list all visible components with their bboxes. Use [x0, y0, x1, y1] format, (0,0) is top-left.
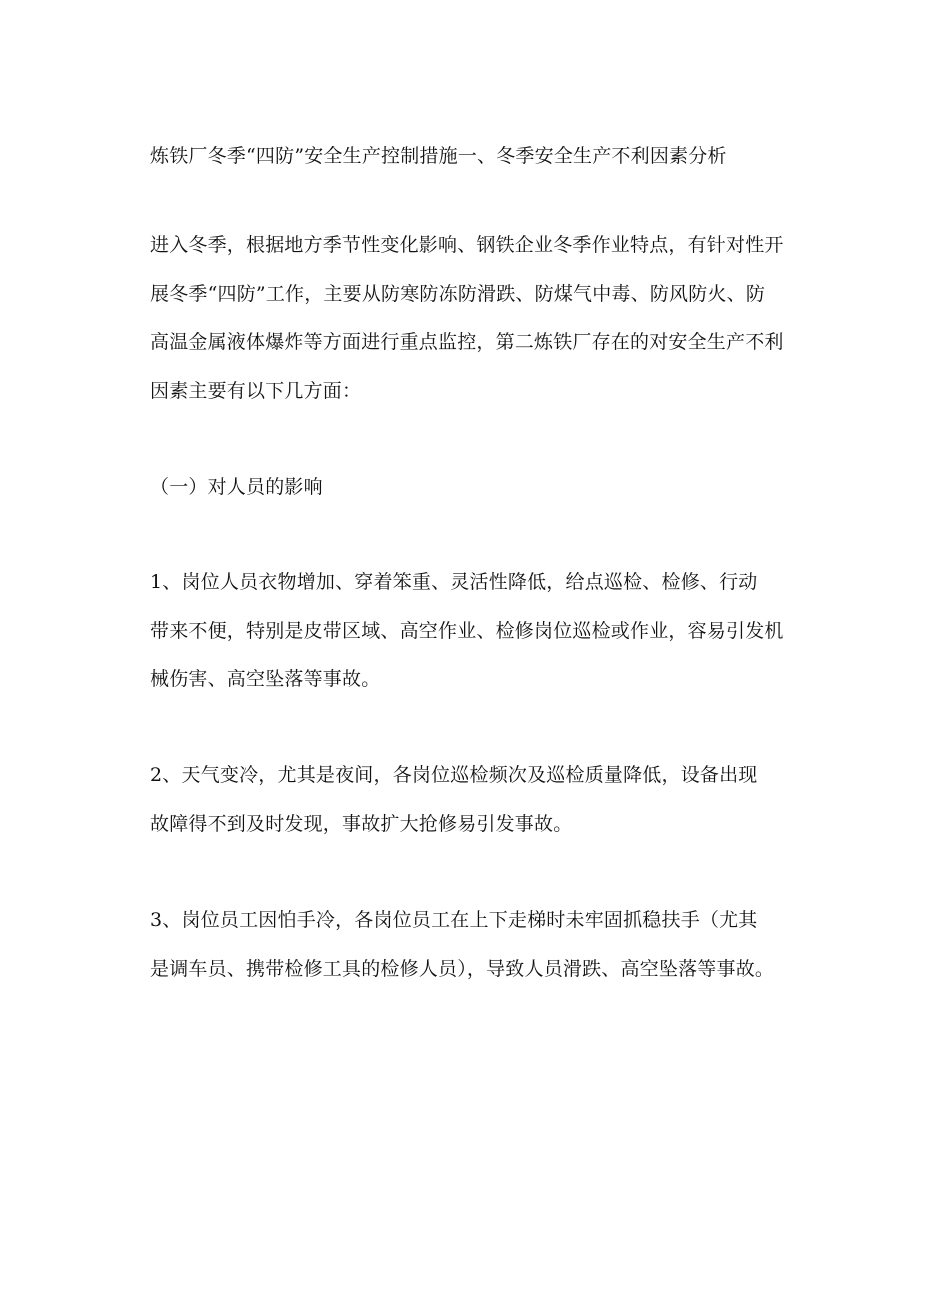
item-1-line-1: 1、岗位人员衣物增加、穿着笨重、灵活性降低，给点巡检、检修、行动	[150, 571, 758, 593]
item-1-line-2: 带来不便，特别是皮带区域、高空作业、检修岗位巡检或作业，容易引发机	[150, 620, 784, 642]
section-heading: （一）对人员的影响	[150, 476, 323, 498]
item-2-line-1: 2、天气变冷，尤其是夜间，各岗位巡检频次及巡检质量降低，设备出现	[150, 764, 758, 786]
intro-line-1: 进入冬季，根据地方季节性变化影响、钢铁企业冬季作业特点，有针对性开	[150, 234, 784, 256]
item-2-line-2: 故障得不到及时发现，事故扩大抢修易引发事故。	[150, 813, 573, 835]
intro-line-4: 因素主要有以下几方面：	[150, 380, 362, 402]
item-1-line-3: 械伤害、高空坠落等事故。	[150, 668, 381, 690]
intro-line-2: 展冬季“四防”工作，主要从防寒防冻防滑跌、防煤气中毒、防风防火、防	[150, 283, 766, 305]
intro-line-3: 高温金属液体爆炸等方面进行重点监控，第二炼铁厂存在的对安全生产不利	[150, 331, 784, 353]
document-title-line: 炼铁厂冬季“四防”安全生产控制措施一、冬季安全生产不利因素分析	[150, 145, 727, 167]
item-3-line-1: 3、岗位员工因怕手冷，各岗位员工在上下走梯时未牢固抓稳扶手（尤其	[150, 909, 758, 931]
item-3-line-2: 是调车员、携带检修工具的检修人员），导致人员滑跌、高空坠落等事故。	[150, 958, 775, 980]
